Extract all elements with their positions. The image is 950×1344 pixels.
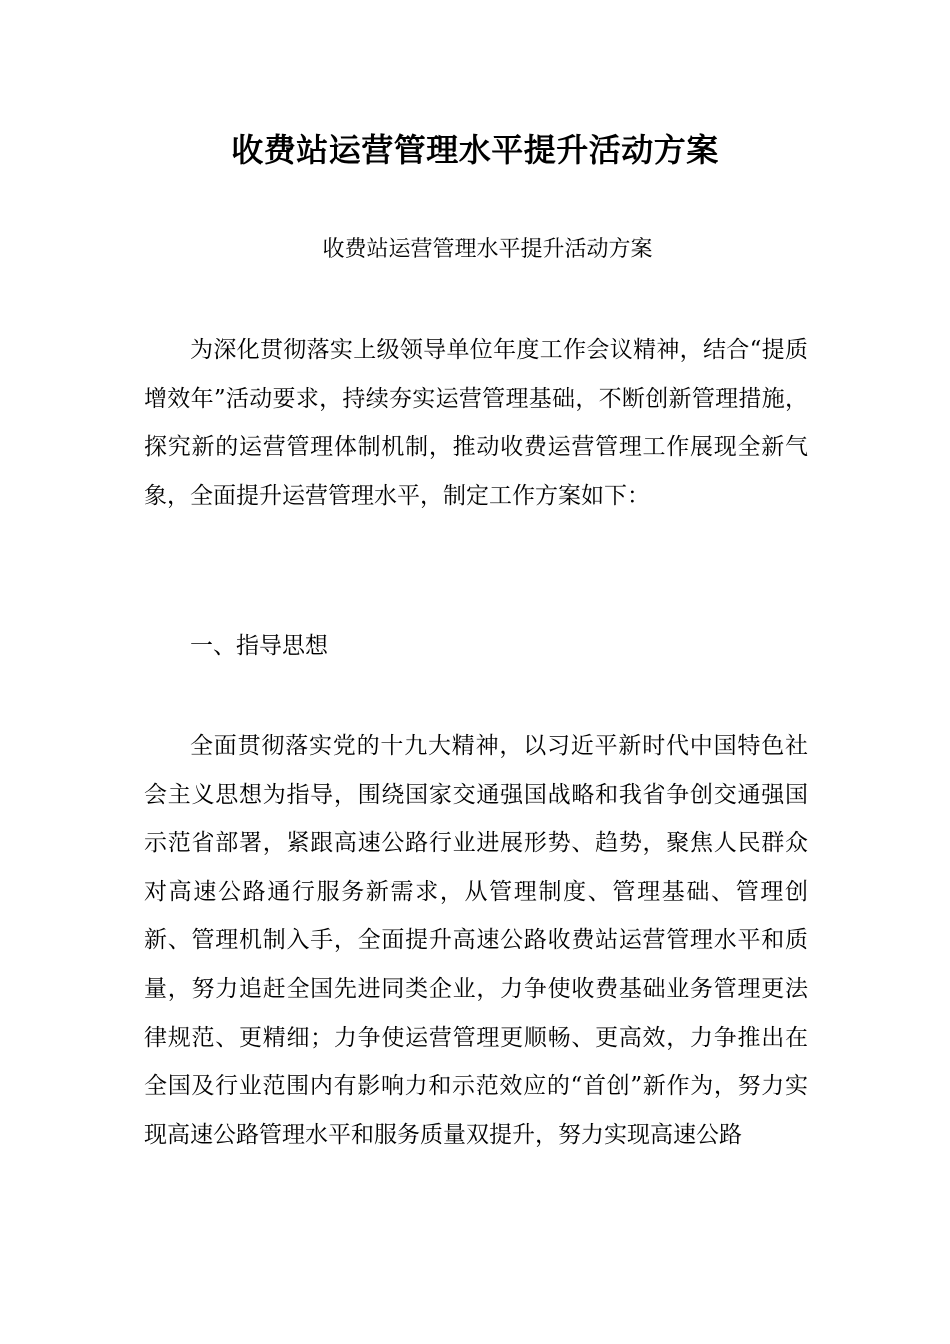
section-heading: 一、指导思想 — [190, 633, 328, 659]
section-body-paragraph: 全面贯彻落实党的十九大精神，以习近平新时代中国特色社会主义思想为指导，围绕国家交通强国战略和我省争创交通强国示范省部署，紧跟高速公路行业进展形势、趋势，聚焦人民群众对高速公路通行服务新需求，从管理制度、管理基础、管理创新、管理机制入手，全面提升高速公路收费站运营管理水平和质量，努力追赶全国先进同类企业，力争使收费基础业务管理更法律规范、更精细；力争使运营管理更顺畅、更高效，力争推出在全国及行业范围内有影响力和示范效应的“首创”新作为，努力实现高速公路管理水平和服务质量双提升，努力实现高速公路 — [144, 733, 808, 1148]
intro-paragraph: 为深化贯彻落实上级领导单位年度工作会议精神，结合“提质增效年”活动要求，持续夯实运营管理基础，不断创新管理措施，探究新的运营管理体制机制，推动收费运营管理工作展现全新气象，全面提升运营管理水平，制定工作方案如下： — [144, 337, 808, 509]
document-subtitle: 收费站运营管理水平提升活动方案 — [322, 237, 653, 262]
document-title: 收费站运营管理水平提升活动方案 — [231, 131, 719, 169]
